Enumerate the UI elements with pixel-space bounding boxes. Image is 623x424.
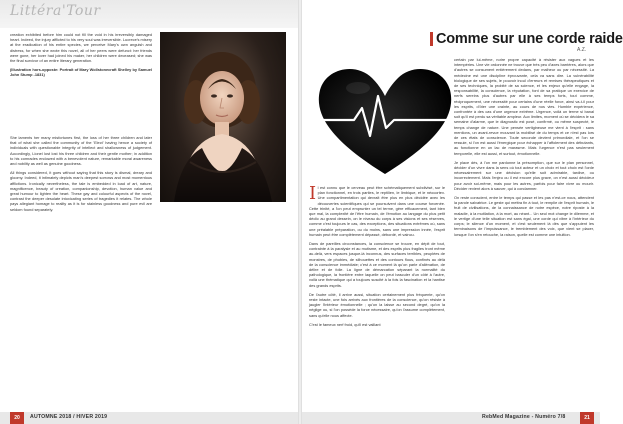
article-title: Comme sur une corde raide xyxy=(436,31,623,47)
body-paragraph-lead: Il est connu que le cerveau peut être schématiquement subdivisé, sur le plan fonctionnel, en trois parties, le reptilien, le limbique, et le néocortex. Une compartimentation qui devrait être plus en plus décidée avec les découvertes scientifiques qui se poursuivent dans une course forcenée. Cette trinité, a l'on peut emprunter un tel terme, gère efficacement, tant bien que mal, la complexité de l'être humain, de l'émotion au langage du plus petit déclic au grand dessein, on le niveau du corps à ses visions et ses réserves, comme c'est toujours le cas, des exceptions, des situations extrêmes où, sans une préalable préparation, ou du moins, sans une impression innée, l'esprit humain peut être complètement dépassé, débordé, et vaincu. xyxy=(309,183,445,237)
body-paragraph: Dans de pareilles circonstances, la conscience se trouve, en dépit de tout, contrainte à la paralysie et au mutisme, et des esprits plus fragiles tront même au-delà, vers espaces jusque-là inconnus, des surfaces terribles, peuplées de monstres, de phobies, de silhouettes et des contours flous, confinés au délà de la conscience immédiate; c'est à ce moment là qu'on parle d'aliénation, de délire et de folie. La ligne de démarcation séparant la normalité du pathologique, la frontière entre laquelle on peut basculer d'un côté à l'autre, voilà une thématique qui a toujours suscité à la fois la fascination et la hantise des grands esprits. xyxy=(309,241,445,288)
body-paragraph: certain par lui-même, notre propre capacité à résister aux vagues et les intempéries. Une vie ordonnée ne trouve que très peu d'axes barrières, alors que d'autres se consument entièrement dedans, par malheur ou par nécessité. La médecine est une discipline éprouvante, cela va sans dire. La vulnérabilité biologique de ses sujets, le pouvoir inouï d'erreurs et remises thérapeutiques et de ses techniques, la probité de sa science, et les enjeux qu'elle engage, la responsabilité, la conscience, la réputation, font de sa pratique un exercice de nerfs sereins plus d'autres par elle à ses temps forts, tout comme, réciproquement, une nécessité pour certains d'une réelle force, ainsi va-t-il pour les esprits, d'ôter une crainte, au cours de nos vies. Humble expérience, confrontée à des cas d'une urgence extrême. Urgence, voilà un terme si banal soit qu'il est perdu sa véritable ampleur. Aux limites, moment où se décidera le sa semaine d'alarme, que le diagnostic est posé, confirmé, ou même suspecté, le temps change de nature. Une pensée vertigineuse me vient à l'esprit : sans mentions, un avant-revue mouvant la mobilisé de du temps et ce n'est pas lors de ces états de conscience. Toute seconde devient primordiale, et l'on se ressuie, si l'on est aussi l'énergique pour échapper à l'affolement des débutants, au fonctionne en un lac de marasme. Mais l'urgence n'est pas seulement temporelle, elle est aussi, et surtout, émotionnelle. xyxy=(454,57,595,156)
body-paragraph: C'est le fameux nerf froid, qu'il est vaillant xyxy=(309,321,381,327)
portrait-image xyxy=(160,32,286,202)
body-paragraph: On reste conscient, entre le temps qui passe et les pas n'est-ce nous, attendent la parole salvatrice. Le geste qui mettra fin à tout, le remplie de l'esprit humain, le fruit de civilisations, de la connaissance de notre espèce, notre riposte à la maladie, à la mutilation, à la mort, au néant... Un seul mot change le dilemme, et le vertige d'une telle situation est sans égal, une corde qui vibre à l'intérieur du corps; le silence d'un moment, et c'est seulement là dès que s'appuient les terminaisons de l'impuissance, le tremblement des voix, que vient se placer, lorsque l'on s'en retouche, la raison, quelle est comme une intuition. xyxy=(454,195,594,237)
author-byline: A.Z. xyxy=(577,47,587,53)
heart-illustration xyxy=(310,56,460,181)
title-accent-rule xyxy=(430,32,433,46)
right-text-column-2 xyxy=(454,57,594,241)
body-paragraph: Je place dès, à l'on me pardonne la présomption, que sur le plan personnel, décider d'un vivre dans la sens où tout acteur et un choix et tout choix est l'orde nécessairement sur une décision qu'elle soit admirable, tardive, ou incorrectement. Mais l'enjeu ou il est encore plus grave, on n'est aussi décideur pour avoir soi-même, mais pour les autres, parfois pour faire vivre ou mourir. Décider revient alors à sauver, qui à condamner. xyxy=(454,159,594,191)
page-number: 20 xyxy=(10,412,24,424)
section-rubric: Littéra'Tour xyxy=(10,3,101,19)
left-text-column-bottom xyxy=(10,135,152,216)
right-page xyxy=(302,0,623,424)
body-paragraph: She laments her many misfortunes first, the loss of her three children and later that of what she called the community of the 'Elect' having hence a society of individuals with questionable integrity of intellect and shallowness of judgement. Accordingly, Lionel lost lost his three children and their gentle mother; in addition to his comrades endowed with a benevolent nature, remarkable moral awareness and nobility as well as genuine goodness. xyxy=(10,135,152,167)
image-caption: (Illustration hors-opposte: Portrait of Mary Wollstonecraft Shelley by Samuel John Stump -1831) xyxy=(10,67,152,78)
right-text-column-1 xyxy=(309,185,445,331)
body-paragraph: De l'autre côté, il arrive aussi, situation certainement plus fréquente, qu'on reste intacte, une fois arrivés aux frontières de la conscience, qu'on résiste à jaugler l'intérieur émotionnelle ; qu'on la laisse au second degré, qu'on la néglige ou, si l'on possède la force nécessaire, qu'on l'assume complètement, sans qu'elle nous affecte. xyxy=(309,291,445,318)
body-paragraph: creation exhibited before him could not fill the void in his irreversibly damaged heart. Indeed, the injury afflicted to his very soul was irreversible. Lucrece's misery at the eradication of his entire species, we perceive Mary's own anguish and distress, for when she wrote this novel, all of her peers were defunct: her friends were gone, her lover had joined his maker, her children were deceased; she was the final survivor of an entire literary generation. xyxy=(10,32,152,64)
left-text-column-top xyxy=(10,32,152,82)
magazine-label: RebMed Magazine - Numéro 7/8 xyxy=(482,414,566,420)
left-page xyxy=(0,0,298,424)
issue-label: AUTOMNE 2018 / HIVER 2019 xyxy=(30,414,108,420)
page-number: 21 xyxy=(580,412,594,424)
body-paragraph: All things considered, it goes without saying that this story is dismal, dreary and gloomy. Indeed, it intimately depicts man's deepest sorrows and most momentous afflictions. Ironically nevertheless, the tale is embedded in load of art, nature, magnificence, beauty of creation, companionship, devotion, human value and great humour to lighten the heart. These gay and colourful aspects of the novel, contrast the deeper desolate intoxicating series of tragedies it relates. The whole pays allegiant homage to reality as it is for stainless goodness and pure evil are seldom found separately. xyxy=(10,170,152,212)
drop-cap: I xyxy=(309,183,317,204)
